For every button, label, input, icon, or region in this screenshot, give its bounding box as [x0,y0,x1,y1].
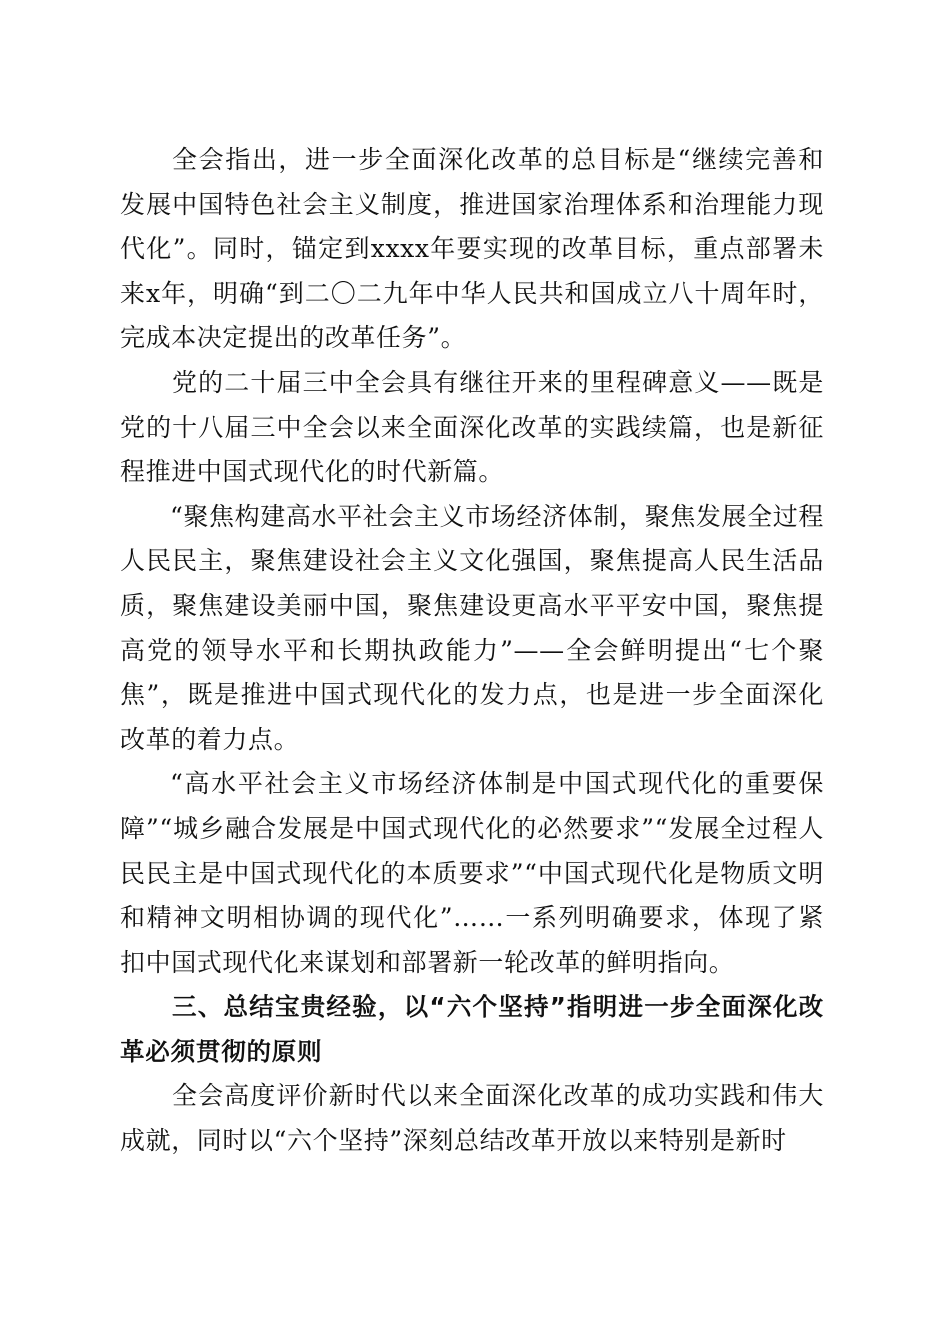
body-paragraph: “高水平社会主义市场经济体制是中国式现代化的重要保障”“城乡融合发展是中国式现代化的必然要求”“发展全过程人民民主是中国式现代化的本质要求”“中国式现代化是物质文明和精神文明相协调的现代化”……一系列明确要求，体现了紧扣中国式现代化来谋划和部署新一轮改革的鲜明指向。 [120,769,824,977]
section-heading: 三、总结宝贵经验，以“六个坚持”指明进一步全面深化改革必须贯彻的原则 [120,992,824,1066]
document-page [120,138,824,1164]
body-paragraph: “聚焦构建高水平社会主义市场经济体制，聚焦发展全过程人民民主，聚焦建设社会主义文化强国，聚焦提高人民生活品质，聚焦建设美丽中国，聚焦建设更高水平平安中国，聚焦提高党的领导水平和长期执政能力”——全会鲜明提出“七个聚焦”，既是推进中国式现代化的发力点，也是进一步全面深化改革的着力点。 [120,501,824,754]
body-paragraph: 全会高度评价新时代以来全面深化改革的成功实践和伟大成就，同时以“六个坚持”深刻总结改革开放以来特别是新时 [120,1081,824,1156]
body-paragraph: 党的二十届三中全会具有继往开来的里程碑意义——既是党的十八届三中全会以来全面深化改革的实践续篇，也是新征程推进中国式现代化的时代新篇。 [120,367,824,487]
body-paragraph: 全会指出，进一步全面深化改革的总目标是“继续完善和发展中国特色社会主义制度，推进国家治理体系和治理能力现代化”。同时，锚定到xxxx年要实现的改革目标，重点部署未来x年，明确“到二〇二九年中华人民共和国成立八十周年时，完成本决定提出的改革任务”。 [120,145,824,353]
